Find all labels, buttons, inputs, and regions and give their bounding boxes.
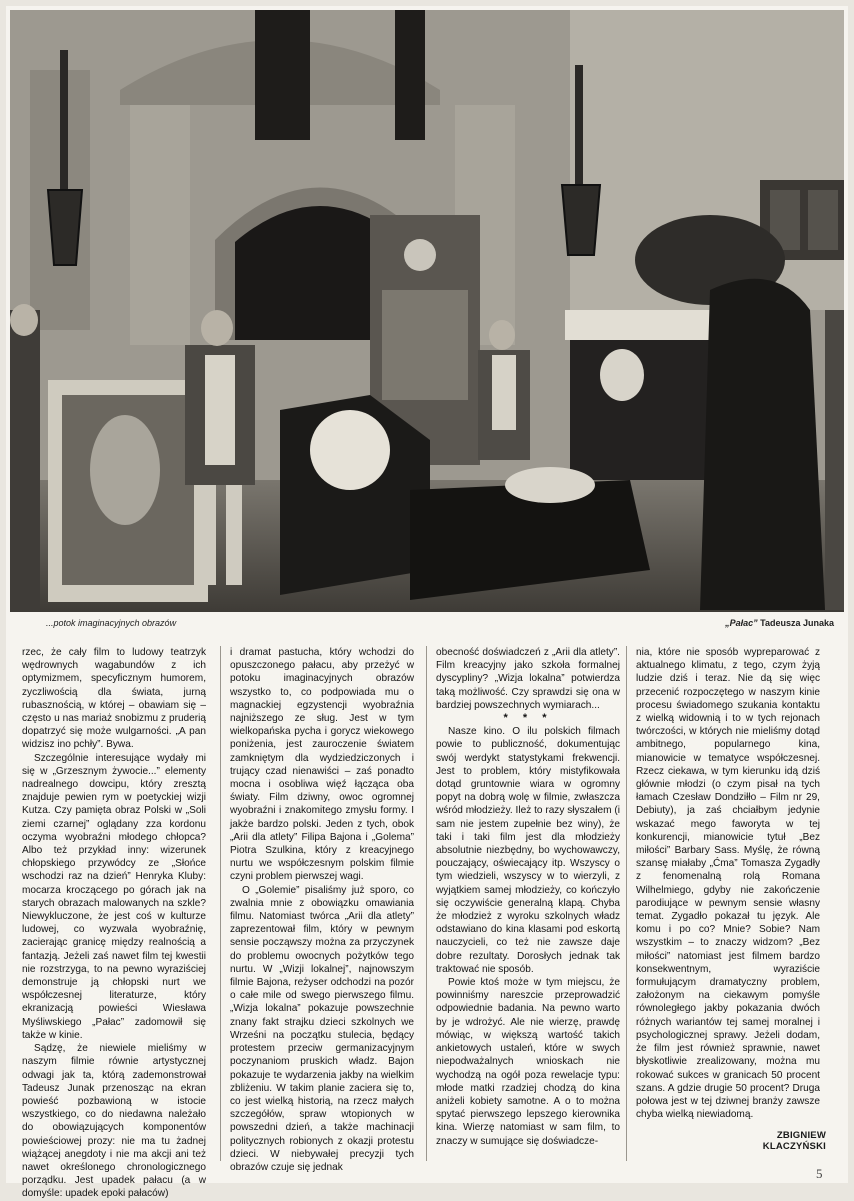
article-column-4 <box>636 646 820 1166</box>
author-first-name: ZBIGNIEW <box>776 1130 826 1141</box>
magazine-page <box>6 6 848 1200</box>
paragraph: Szczególnie interesujące wydały mi się w „Grzesznym żywocie...” elementy nadrealnego dowcipu, który zresztą znajduje pewien rym w poetyckiej wizji Kutza. Czy pamięta obraz Polski w „Soli ziemi czarnej” oglądany zza kordonu oczyma wyobraźni młodego chłopca? Albo też przykład inny: wizerunek chłopskiego przywódcy ze „Słońce wschodzi raz na dzień” Henryka Kluby: mocarza kroczącego po górach jak na starych obrazach malowanych na szkle? Niewykluczone, że jest coś w kulturze ludowej, co wyzwala wyobraźnię, zacierając granicę między realnością a fantazją. Jeżeli zaś nawet film tej kwestii nie rozstrzyga, to na pewno wyraziściej demonstruje ją chłopski nurt we współczesnej literaturze, który ekranizacją powieści Wiesława Myśliwskiego „Pałac” zadomowił się także w kinie. <box>22 752 206 1041</box>
section-separator: * * * <box>503 712 553 725</box>
author-last-name: KLACZYŃSKI <box>762 1141 826 1152</box>
column-divider <box>626 646 627 1161</box>
article-column-2 <box>230 646 414 1173</box>
palace-scene-illustration <box>10 10 844 612</box>
paragraph: rzec, że cały film to ludowy teatrzyk wędrownych wagabundów z ich optymizmem, specyficznym humorem, zyczliwością dla świata, jurną rubasznością, w której – obawiam się – często u nas mariaż snobizmu z pruderią dopatrzyć się może wulgarności. „A pan widzisz ino pchły”. Bywa. <box>22 647 206 751</box>
film-still-photo <box>10 10 844 612</box>
column-divider <box>220 646 221 1161</box>
paragraph: O „Golemie” pisaliśmy już sporo, co zwalnia mnie z obowiązku omawiania filmu. Natomiast twórca „Arii dla atlety” zaprezentował film, który w pewnym sensie począwszy można za przyczynek do problemu owocnych pożytków tego nurtu. W „Wizji lokalnej”, najnowszym filmie Bajona, reżyser odchodzi na pozór o całe mile od swego pierwszego filmu. „Wizja lokalna” pokazuje powszechnie znany fakt strajku dzieci szkolnych we Wrześni na początku stulecia, będący protestem przeciw germanizacyjnym poczynaniom pruskich władz. Bajon pokazuje te wydarzenia jakby na wielkim zbliżeniu. W takim planie zaciera się to, co jest wielką historią, na rzecz małych szczegółów, spraw wtopionych w powszedni dzień, a także machinacji politycznych robionych z okazji protestu dzieci. W niebywałej precyzji tych obrazów czuje się jednak <box>230 884 414 1173</box>
column-divider <box>426 646 427 1161</box>
author-signature <box>746 1130 826 1152</box>
film-title: „Pałac” <box>725 618 758 628</box>
article-column-3 <box>436 646 620 1166</box>
page-number: 5 <box>816 1166 823 1181</box>
article-column-1 <box>22 646 206 1200</box>
paragraph: obecność doświadczeń z „Arii dla atlety”. Film kreacyjny jako szkoła formalnej dyscypliny? „Wizja lokalna” potwierdza taką możliwość. Czy sprawdzi się ona w bardziej powszechnych wymiarach... <box>436 647 620 711</box>
paragraph: i dramat pastucha, który wchodzi do opuszczonego pałacu, aby przeżyć w potoku imaginacyjnych obrazów wszystko to, co podpowiada mu o magnackiej egzystencji wyobraźnia najniższego ze sług. Jest w tym wielkopańska pycha i gorycz wiekowego poniżenia, jest zauroczenie światem zamkniętym dla wydziedziczonych i trujący czad nienawiści – zaś ponadto mocna i osobliwa więź łącząca oba światy. Film dziwny, owoc ogromnej wyobraźni i znakomitego zmysłu formy. I jakże bardzo polski. Jeden z tych, obok „Arii dla atlety” Filipa Bajona i „Golema” Piotra Szulkina, który z kreacyjnego nurtu we współczesnym polskim filmie czyni problem pierwszej wagi. <box>230 647 414 883</box>
paragraph: Sądzę, że niewiele mieliśmy w naszym filmie równie artystycznej odwagi jak ta, którą zademonstrował Tadeusz Junak przenosząc na ekran powieść pozbawioną w istocie wszystkiego, co do niedawna należało do obowiązujących komponentów powieściowej prozy: nie ma tu żadnej wiążącej anegdoty i nie ma akcji ani też nawet określonego chronologicznego porządku. Jest upadek pałacu (a w domyśle: upadek epoki pałaców) <box>22 1043 206 1200</box>
photo-caption-right <box>725 618 834 628</box>
film-director: Tadeusza Junaka <box>760 618 834 628</box>
paragraph: Powie ktoś może w tym miejscu, że powinniśmy nareszcie przeprowadzić odpowiednie badania. Na pewno warto by je wdrożyć. Ale nie wierzę, prawdę mówiąc, w większą wartość takich ankietowych ustaleń, które w swych niepodważalnych wnioskach nie wychodzą na ogół poza rewelacje typu: młode matki rzadziej chodzą do kina aniżeli kobiety samotne. A o to można spytać pierwszego lepszego kierownika kina. Wierzę natomiast w sam film, to znaczy w sumujące się doświadcze- <box>436 977 620 1147</box>
paragraph: Nasze kino. O ilu polskich filmach powie to publiczność, dokumentując swój werdykt statystykami frekwencji. Jest to problem, który mistyfikowała dotąd gruntownie wiara w ogromny popyt na dobrą wolę w filmie, zwłaszcza wśród młodzieży. Ileż to razy słyszałem (i sam nie jestem zupełnie bez winy), że taki i taki film jest dla młodzieży absolutnie niezbędny, bo wychowawczy, pouczający, oświecający itp. Wszyscy o tym wiedzieli, wszyscy w to wierzyli, z wyjątkiem samej młodzieży, co kończyło się oczywiście generalną klapą. Chyba że młodzież z wyroku szkolnych władz odstawiano do kina klasami pod eskortą nauczycieli, co też nie zawsze daje dobre rezultaty. Dorosłych jednak tak traktować nie sposób. <box>436 726 620 975</box>
photo-caption-left: ...potok imaginacyjnych obrazów <box>46 618 177 628</box>
paragraph: nia, które nie sposób wypreparować z aktualnego klimatu, z tego, czym żyją ludzie dziś i teraz. Nie dą się więc przecenić rozpoczętego w naszym kinie procesu świadomego szukania kontaktu z wielką widownią i to w tych rejonach twórczości, w których nie mieliśmy dotąd ambitnego, popularnego kina, mianowicie w tematyce współczesnej. Rzecz ciekawa, w tym kierunku idą dziś głównie młodzi (o czym pisał na tych łamach Czesław Dondziłło – Film nr 29, Debiuty), ja zaś chciałbym jedynie wskazać mego faworyta w tej konkurencji, mianowicie tytuł „Bez miłości” Barbary Sass. Myślę, że równą szansę miałaby „Ćma” Tomasza Zygadły z fenomenalną rolą Romana Wilhelmiego, gdyby nie zakończenie parodiujące w pewnym sensie własny temat. Zygadło pokazał tu język. Ale komu i po co? Mnie? Sobie? Nam wszystkim – to znaczy widzom? „Bez miłości” natomiast jest filmem bardzo konsekwentnym, wyraziście formułującym dramatyczny problem, założonym na ciekawym pomyśle równoległego jakby pokazania dwóch różnych wariantów tej samej moralnej i psychologicznej sprawy. Jeżeli dodam, że film jest również sprawnie, nawet błyskotliwie zrealizowany, można mu rokować sukces w granicach 50 procent szans. A gdzie drugie 50 procent? Druga połowa jest w tej dziwnej branży zawsze chyba wielką niewiadomą. <box>636 647 820 1121</box>
